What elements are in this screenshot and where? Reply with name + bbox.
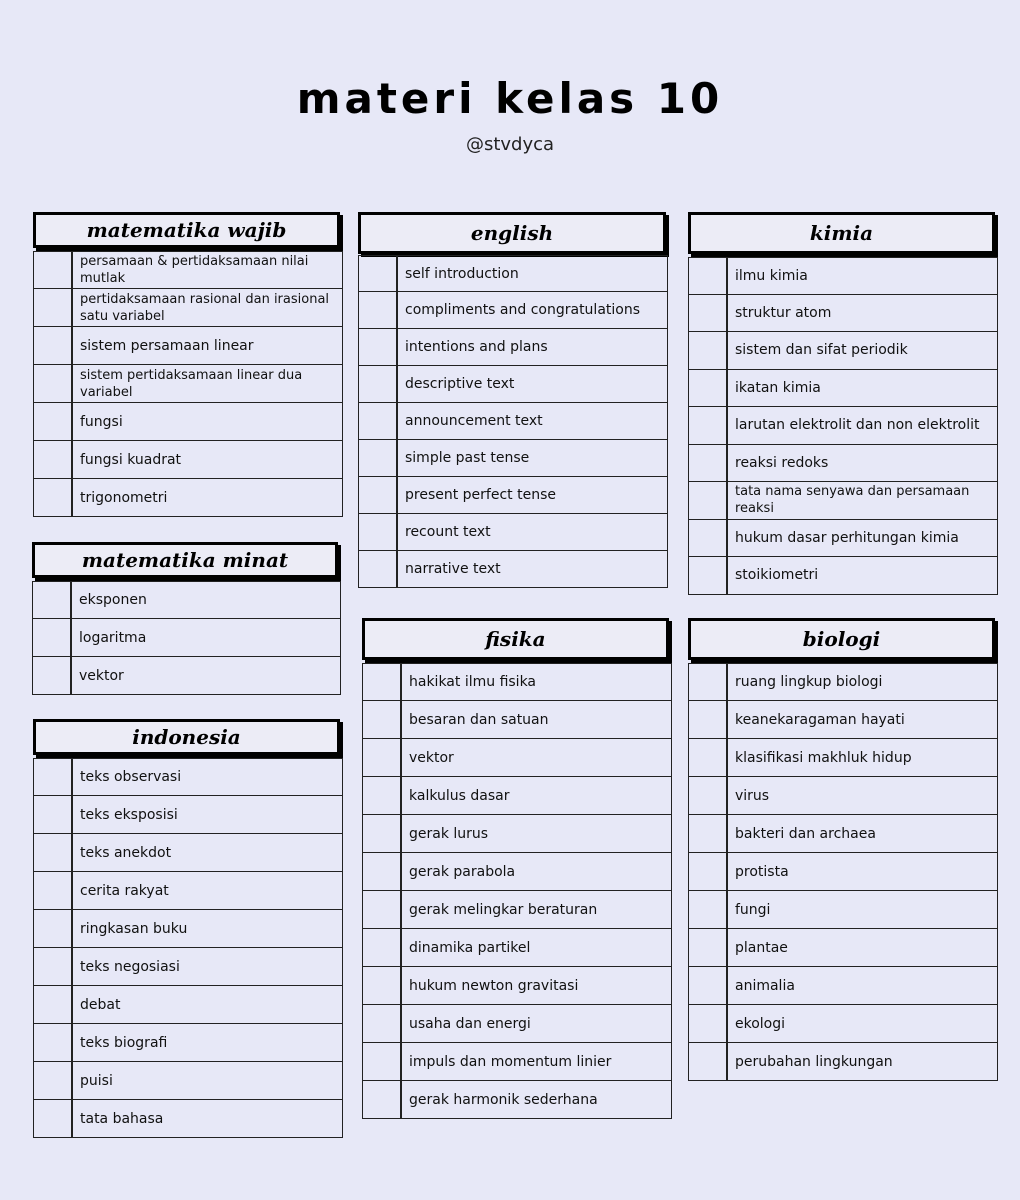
topic-label: fungsi kuadrat <box>80 451 182 468</box>
topic-label: ruang lingkup biologi <box>735 674 883 690</box>
checkbox[interactable] <box>363 1005 402 1042</box>
checkbox[interactable] <box>689 853 728 890</box>
checkbox[interactable] <box>689 739 728 776</box>
checklist-row <box>363 1005 671 1043</box>
checkbox[interactable] <box>359 514 398 550</box>
checkbox[interactable] <box>363 967 402 1004</box>
checklist-row <box>33 619 340 657</box>
checkbox[interactable] <box>363 929 402 966</box>
topic-label: self introduction <box>405 265 519 282</box>
checklist-row <box>363 777 671 815</box>
checkbox[interactable] <box>689 295 728 332</box>
topic-label: fungsi <box>80 413 123 430</box>
topic-label: impuls dan momentum linier <box>409 1053 612 1070</box>
checkbox[interactable] <box>689 370 728 407</box>
topic-label: perubahan lingkungan <box>735 1053 893 1070</box>
checkbox[interactable] <box>363 1081 402 1118</box>
checkbox[interactable] <box>359 329 398 365</box>
topic-label: tata nama senyawa dan persamaan reaksi <box>735 484 970 517</box>
checkbox[interactable] <box>359 366 398 402</box>
author-handle: @stvdyca <box>465 134 555 155</box>
checklist-row <box>359 440 667 477</box>
checkbox[interactable] <box>359 403 398 439</box>
topic-label: larutan elektrolit dan non elektrolit <box>735 417 980 434</box>
section-heading: fisika <box>362 618 669 660</box>
checkbox[interactable] <box>34 1100 73 1137</box>
checkbox[interactable] <box>689 815 728 852</box>
topic-label: gerak melingkar beraturan <box>409 901 598 918</box>
checklist-row <box>689 520 997 558</box>
checkbox[interactable] <box>689 777 728 814</box>
section-heading: matematika wajib <box>33 212 340 248</box>
topic-label: eksponen <box>79 592 147 608</box>
checklist-row <box>363 1043 671 1081</box>
checkbox[interactable] <box>689 557 728 594</box>
checkbox[interactable] <box>34 1062 73 1099</box>
topic-label: ekologi <box>735 1015 786 1032</box>
checklist-row <box>689 445 997 483</box>
topic-label: cerita rakyat <box>80 882 169 899</box>
topic-label: plantae <box>735 939 788 956</box>
section-heading: kimia <box>688 212 995 254</box>
checklist-row <box>689 295 997 333</box>
checklist-row <box>359 514 667 551</box>
checklist-row <box>359 403 667 440</box>
checkbox[interactable] <box>689 332 728 369</box>
checklist-row <box>34 872 342 910</box>
checkbox[interactable] <box>363 777 402 814</box>
checklist-row <box>689 663 997 701</box>
checkbox[interactable] <box>689 258 728 294</box>
checklist-row <box>34 910 342 948</box>
topic-label: narrative text <box>405 561 501 577</box>
topic-label: klasifikasi makhluk hidup <box>735 749 912 766</box>
topic-label: logaritma <box>79 629 147 646</box>
topic-label: sistem pertidaksamaan linear dua variabel <box>80 367 303 400</box>
topic-label: intentions and plans <box>405 339 548 355</box>
section-heading: biologi <box>688 618 995 660</box>
checkbox[interactable] <box>34 479 73 516</box>
topic-label: recount text <box>405 524 491 540</box>
checkbox[interactable] <box>34 441 73 478</box>
checklist-row <box>34 479 342 517</box>
topic-label: hakikat ilmu fisika <box>409 674 537 690</box>
checklist-row <box>689 967 997 1005</box>
topic-label: sistem dan sifat periodik <box>735 342 908 359</box>
checklist-row <box>34 1062 342 1100</box>
topic-label: present perfect tense <box>405 487 556 503</box>
checklist-row <box>363 967 671 1005</box>
section-heading: matematika minat <box>32 542 338 578</box>
topic-label: usaha dan energi <box>409 1015 531 1032</box>
topic-label: bakteri dan archaea <box>735 825 876 842</box>
topic-label: hukum dasar perhitungan kimia <box>735 529 959 546</box>
topic-label: hukum newton gravitasi <box>409 977 579 994</box>
checklist-row <box>689 777 997 815</box>
checklist-row <box>689 557 997 595</box>
checkbox[interactable] <box>34 289 73 326</box>
checklist-row <box>363 853 671 891</box>
topic-label: reaksi redoks <box>735 454 829 471</box>
checkbox[interactable] <box>34 834 73 871</box>
checklist-row <box>33 581 340 619</box>
checkbox[interactable] <box>689 482 728 519</box>
topic-label: stoikiometri <box>735 567 819 584</box>
checkbox[interactable] <box>363 853 402 890</box>
checkbox[interactable] <box>33 582 72 618</box>
topic-label: gerak lurus <box>409 825 489 842</box>
topic-label: pertidaksamaan rasional dan irasional satu variabel <box>80 291 330 324</box>
checkbox[interactable] <box>34 327 73 364</box>
checklist-row <box>34 796 342 834</box>
checklist-row <box>689 701 997 739</box>
checklist-row <box>359 477 667 514</box>
checkbox[interactable] <box>34 403 73 440</box>
topic-label: animalia <box>735 977 795 994</box>
checklist-row <box>359 366 667 403</box>
checklist-row <box>689 1043 997 1081</box>
checkbox[interactable] <box>34 796 73 833</box>
checkbox[interactable] <box>689 891 728 928</box>
topic-label: gerak harmonik sederhana <box>409 1091 598 1108</box>
topic-label: dinamika partikel <box>409 939 531 956</box>
topic-label: tata bahasa <box>80 1110 164 1127</box>
topic-label: ringkasan buku <box>80 920 188 937</box>
checklist-row <box>359 329 667 366</box>
topic-label: teks biografi <box>80 1034 168 1051</box>
checklist-row <box>34 365 342 403</box>
checkbox[interactable] <box>689 701 728 738</box>
checkbox[interactable] <box>363 739 402 776</box>
checklist-row <box>689 482 997 520</box>
checkbox[interactable] <box>689 967 728 1004</box>
checklist-row <box>359 551 667 588</box>
topic-label: fungi <box>735 901 771 918</box>
checkbox[interactable] <box>359 477 398 513</box>
checklist-row <box>34 289 342 327</box>
topic-label: vektor <box>79 667 124 684</box>
checkbox[interactable] <box>689 520 728 557</box>
checklist-row <box>363 929 671 967</box>
topic-label: ilmu kimia <box>735 267 808 284</box>
checklist-row <box>34 327 342 365</box>
checklist-row <box>689 1005 997 1043</box>
topic-label: trigonometri <box>80 489 168 506</box>
topic-label: announcement text <box>405 413 543 429</box>
topic-label: simple past tense <box>405 450 530 466</box>
checkbox[interactable] <box>689 664 728 700</box>
checkbox[interactable] <box>359 551 398 587</box>
checklist-row <box>689 257 997 295</box>
topic-label: sistem persamaan linear <box>80 337 254 354</box>
checklist-row <box>363 739 671 777</box>
section-heading: indonesia <box>33 719 340 755</box>
topic-label: teks anekdot <box>80 844 172 861</box>
topic-label: persamaan & pertidaksamaan nilai mutlak <box>80 254 309 286</box>
topic-label: vektor <box>409 749 454 766</box>
checkbox[interactable] <box>363 1043 402 1080</box>
checklist-row <box>689 929 997 967</box>
topic-label: kalkulus dasar <box>409 787 510 804</box>
topic-label: protista <box>735 863 789 880</box>
checklist-row <box>34 441 342 479</box>
topic-label: gerak parabola <box>409 863 516 880</box>
checklist-row <box>689 332 997 370</box>
page-title: materi kelas 10 <box>296 74 724 123</box>
checklist-row <box>34 834 342 872</box>
topic-label: virus <box>735 787 770 804</box>
checkbox[interactable] <box>363 891 402 928</box>
topic-label: compliments and congratulations <box>405 302 641 318</box>
checkbox[interactable] <box>689 407 728 444</box>
checklist-row <box>34 403 342 441</box>
checkbox[interactable] <box>359 256 398 291</box>
checkbox[interactable] <box>689 1005 728 1042</box>
topic-label: teks negosiasi <box>80 958 180 975</box>
checklist-row <box>34 1100 342 1138</box>
checklist-row <box>34 986 342 1024</box>
checklist-row <box>363 1081 671 1119</box>
checkbox[interactable] <box>363 815 402 852</box>
checklist-row <box>363 663 671 701</box>
topic-label: besaran dan satuan <box>409 711 549 728</box>
checklist-row <box>359 292 667 329</box>
section-heading: english <box>358 212 666 254</box>
checklist-row <box>689 815 997 853</box>
checklist-row <box>359 255 667 292</box>
checkbox[interactable] <box>689 445 728 482</box>
checkbox[interactable] <box>689 929 728 966</box>
checklist-row <box>34 948 342 986</box>
topic-label: keanekaragaman hayati <box>735 711 905 728</box>
checklist-row <box>34 758 342 796</box>
checklist-row <box>689 891 997 929</box>
topic-label: teks eksposisi <box>80 806 178 823</box>
topic-label: descriptive text <box>405 376 515 392</box>
checkbox[interactable] <box>34 365 73 402</box>
checklist-row <box>689 370 997 408</box>
checklist-row <box>689 739 997 777</box>
checkbox[interactable] <box>33 619 72 656</box>
topic-label: ikatan kimia <box>735 379 821 396</box>
checkbox[interactable] <box>359 292 398 328</box>
checklist-row <box>363 701 671 739</box>
checklist-row <box>33 657 340 695</box>
checkbox[interactable] <box>34 986 73 1023</box>
checkbox[interactable] <box>34 252 73 288</box>
checklist-row <box>689 407 997 445</box>
checkbox[interactable] <box>34 948 73 985</box>
checkbox[interactable] <box>34 759 73 795</box>
checklist-row <box>363 891 671 929</box>
topic-label: puisi <box>80 1072 113 1089</box>
checkbox[interactable] <box>363 701 402 738</box>
checklist-row <box>363 815 671 853</box>
checkbox[interactable] <box>34 872 73 909</box>
checkbox[interactable] <box>359 440 398 476</box>
checkbox[interactable] <box>34 910 73 947</box>
checklist-row <box>689 853 997 891</box>
checkbox[interactable] <box>34 1024 73 1061</box>
checklist-row <box>34 1024 342 1062</box>
checkbox[interactable] <box>33 657 72 694</box>
topic-label: struktur atom <box>735 304 832 321</box>
topic-label: debat <box>80 996 121 1013</box>
topic-label: teks observasi <box>80 769 182 785</box>
checklist-row <box>34 251 342 289</box>
checkbox[interactable] <box>363 664 402 700</box>
checkbox[interactable] <box>689 1043 728 1080</box>
